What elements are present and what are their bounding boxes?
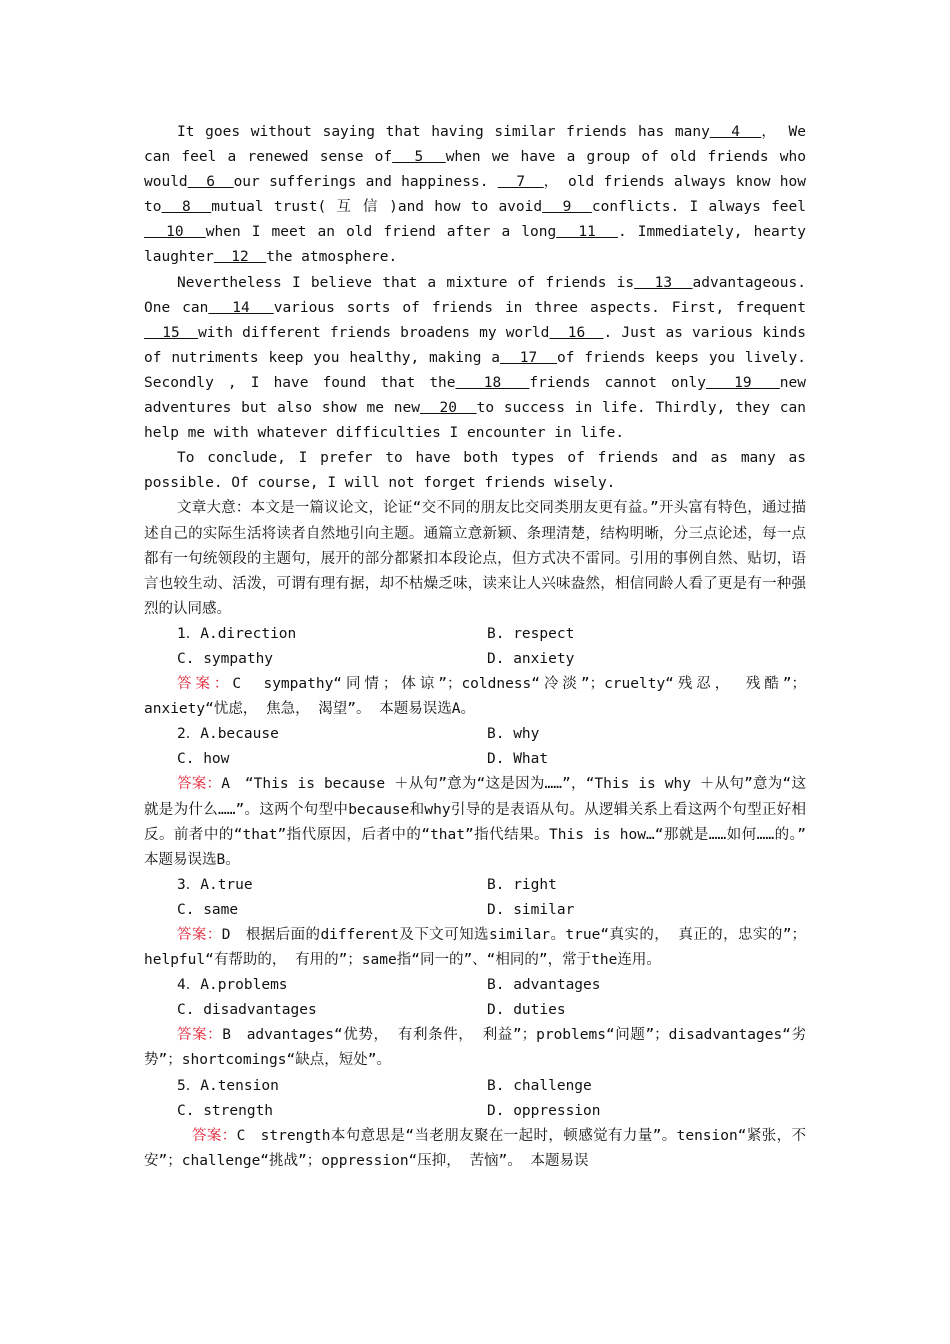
blank-18: 18	[455, 374, 530, 391]
question-5-option-a: 5．A.tension	[177, 1077, 279, 1094]
passage-paragraph-1: It goes without saying that having similar friends has many 4 ， We can feel a renewed sense of 5 when we have a group of old friends who would 6 our sufferings and happiness. 7 ， old friends always know how to 8 mutual trust( 互 信 )and how to avoid 9 conflicts. I always feel 10 when I meet an old friend after a long 11 . Immediately, hearty laughter 12 the atmosphere.	[144, 124, 806, 266]
blank-20: 20	[419, 400, 477, 417]
blank-19: 19	[705, 374, 780, 391]
question-4-option-a: 4．A.problems	[177, 977, 288, 994]
question-1-option-d: D. anxiety	[487, 650, 575, 667]
blank-17: 17	[500, 349, 557, 366]
question-2-options-row-2	[144, 747, 806, 772]
document-page	[144, 120, 806, 1174]
question-5-answer: 答案：C strength本句意思是“当老朋友聚在一起时，顿感觉有力量”。tension“紧张，不安”；challenge“挑战”；oppression“压抑， 苦恼”。 本题易误	[144, 1127, 807, 1169]
question-2-option-d: D. What	[487, 751, 549, 768]
question-4-options-row-1	[144, 973, 806, 998]
question-2-option-b: B. why	[487, 726, 540, 743]
answer-label: 答案：	[177, 676, 233, 693]
question-1-answer: 答案：C sympathy“同情；体谅”；coldness“冷淡”；cruelty“残忍， 残酷”；anxiety“忧虑， 焦急， 渴望”。 本题易误选A。	[144, 676, 806, 718]
question-4-option-d: D. duties	[487, 1002, 566, 1019]
question-4-answer: 答案：B advantages“优势， 有利条件， 利益”；problems“问题”；disadvantages“劣势”；shortcomings“缺点，短处”。	[144, 1027, 806, 1069]
question-3-options-row-1	[144, 873, 806, 898]
question-3-option-d: D. similar	[487, 901, 575, 918]
blank-9: 9	[542, 199, 592, 216]
question-5-options-row-1	[144, 1074, 806, 1099]
answer-label: 答案：	[177, 776, 222, 793]
question-4-options-row-2	[144, 998, 806, 1023]
question-2-option-c: C. how	[177, 751, 230, 768]
answer-label: 答案：	[192, 1127, 237, 1144]
answer-label: 答案：	[177, 1027, 223, 1044]
blank-13: 13	[634, 274, 693, 291]
question-3-options-row-2	[144, 898, 806, 923]
question-2-answer: 答案：A “This is because ＋从句”意为“这是因为……”，“This is why ＋从句”意为“这就是为什么……”。这两个句型中because和why引导的是表语从句。从逻辑关系上看这两个句型正好相反。前者中的“that”指代原因，后者中的“that”指代结果。This is how…“那就是……如何……的。” 本题易误选B。	[144, 776, 806, 868]
question-3-answer: 答案：D 根据后面的different及下文可知选similar。true“真实的， 真正的，忠实的”；helpful“有帮助的， 有用的”；same指“同一的”、“相同的”，常于the连用。	[144, 927, 806, 969]
blank-8: 8	[161, 199, 212, 216]
passage-paragraph-2: Nevertheless I believe that a mixture of friends is 13 advantageous. One can 14 various sorts of friends in three aspects. First, frequent 15 with different friends broadens my world 16 . Just as various kinds of nutriments keep you healthy, making a 17 of friends keeps you lively. Secondly , I have found that the 18 friends cannot only 19 new adventures but also show me new 20 to success in life. Thirdly, they can help me with whatever difficulties I encounter in life.	[144, 274, 806, 442]
blank-15: 15	[144, 324, 199, 341]
blank-12: 12	[213, 249, 267, 266]
question-3-option-b: B. right	[487, 876, 557, 893]
blank-7: 7	[497, 174, 544, 191]
blank-5: 5	[392, 149, 446, 166]
blank-14: 14	[208, 299, 274, 316]
question-2-option-a: 2．A.because	[177, 726, 279, 743]
question-2-options-row-1	[144, 722, 806, 747]
question-3-option-c: C. same	[177, 901, 239, 918]
question-1-options-row-2	[144, 647, 806, 672]
question-1-option-b: B. respect	[487, 625, 575, 642]
blank-11: 11	[556, 224, 618, 241]
question-4-option-c: C. disadvantages	[177, 1002, 317, 1019]
question-4-option-b: B. advantages	[487, 977, 601, 994]
blank-4: 4	[709, 124, 762, 140]
question-1-option-c: C. sympathy	[177, 650, 274, 667]
question-1-option-a: 1．A.direction	[177, 625, 297, 642]
blank-6: 6	[187, 174, 234, 191]
blank-10: 10	[144, 224, 206, 241]
answer-label: 答案：	[177, 927, 222, 943]
passage-paragraph-3: To conclude, I prefer to have both types of friends and as many as possible. Of course, I will not forget friends wisely.	[144, 450, 806, 492]
question-3-option-a: 3．A.true	[177, 876, 253, 893]
question-1-options-row-1	[144, 622, 806, 647]
article-summary: 文章大意：本文是一篇议论文，论证“交不同的朋友比交同类朋友更有益。”开头富有特色，通过描述自己的实际生活将读者自然地引向主题。通篇立意新颖、条理清楚，结构明晰，分三点论述，每一点都有一句统领段的主题句，展开的部分都紧扣本段论点，但方式决不雷同。引用的事例自然、贴切，语言也较生动、活泼，可谓有理有据，却不枯燥乏味，读来让人兴味盎然，相信同龄人看了更是有一种强烈的认同感。	[144, 500, 806, 617]
question-5-option-b: B. challenge	[487, 1077, 592, 1094]
question-5-option-d: D. oppression	[487, 1102, 601, 1119]
blank-16: 16	[549, 324, 604, 341]
question-5-options-row-2	[144, 1099, 806, 1124]
question-5-option-c: C. strength	[177, 1102, 274, 1119]
